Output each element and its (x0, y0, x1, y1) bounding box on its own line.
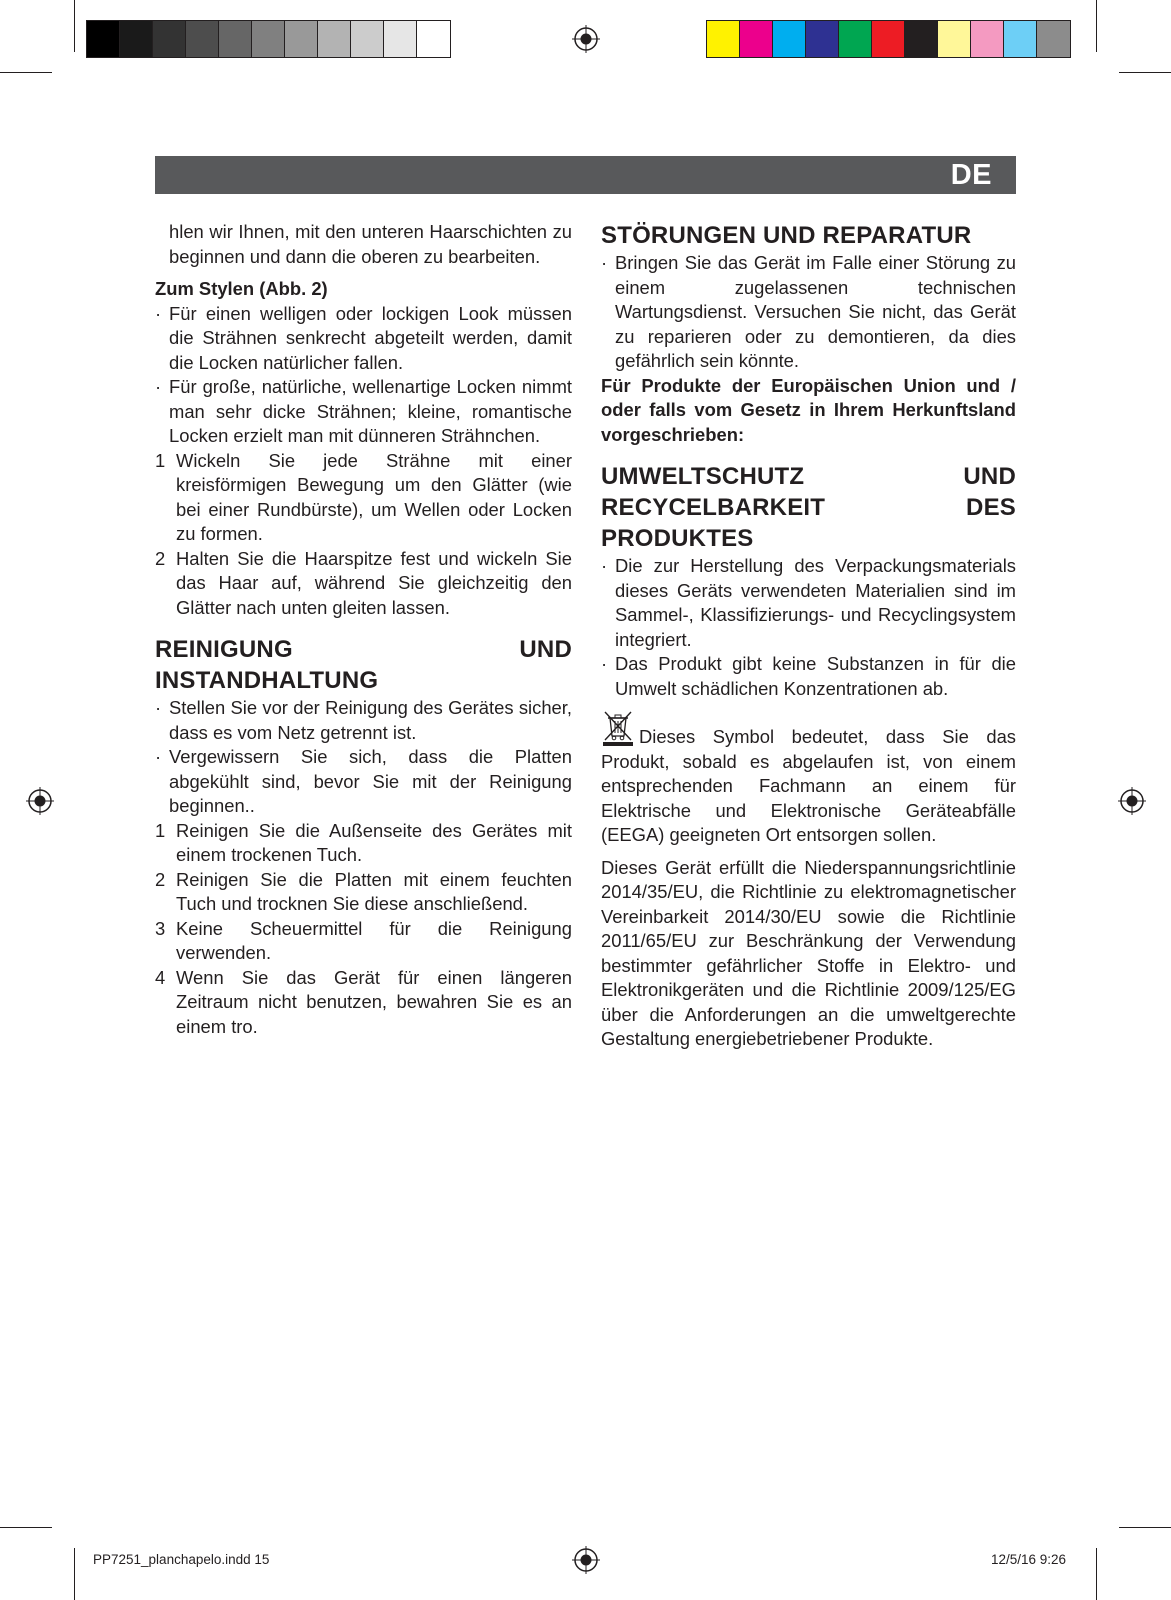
crop-mark (1119, 72, 1171, 73)
numbered-step: 1 Wickeln Sie jede Strähne mit einer kreisförmigen Bewegung um den Glätter (wie bei einer Rundbürste), um Wellen oder Locken zu formen. (155, 449, 572, 544)
color-swatch (740, 21, 773, 57)
color-swatch (318, 21, 351, 57)
color-swatch (806, 21, 839, 57)
right-column (601, 220, 1016, 1052)
language-code: DE (950, 159, 992, 191)
numbered-step: 2 Reinigen Sie die Platten mit einem feuchten Tuch und trocknen Sie diese anschließend. (155, 868, 572, 914)
footer-date: 12/5/16 9:26 (991, 1552, 1067, 1567)
color-swatch (153, 21, 186, 57)
numbered-step: 1 Reinigen Sie die Außenseite des Gerätes mit einem trockenen Tuch. (155, 819, 572, 865)
color-swatch (905, 21, 938, 57)
eu-note: Für Produkte der Europäischen Union und / oder falls vom Gesetz in Ihrem Herkunftsland vorgeschrieben: (601, 374, 1016, 445)
list-item: · Für einen welligen oder lockigen Look müssen die Strähnen senkrecht abgeteilt werden, damit die Locken natürlicher fallen. (155, 302, 572, 373)
intro-paragraph: hlen wir Ihnen, mit den unteren Haarschichten zu beginnen und dann die oberen zu bearbeiten. (169, 221, 572, 267)
list-item: · Die zur Herstellung des Verpackungsmaterials dieses Geräts verwendeten Materialien sind im Sammel-, Klassifizierungs- und Recyclingsystem integriert. (601, 555, 1016, 650)
crop-mark (1096, 0, 1097, 52)
color-swatch (285, 21, 318, 57)
color-bar (706, 20, 1071, 58)
weee-paragraph (601, 709, 1016, 848)
list-item: · Vergewissern Sie sich, dass die Platten abgekühlt sind, bevor Sie mit der Reinigung beginnen.. (155, 746, 572, 816)
environment-heading: UMWELTSCHUTZ UND RECYCELBARKEIT DES PRODUKTES (601, 463, 1016, 552)
crop-mark (74, 0, 75, 52)
color-swatch (938, 21, 971, 57)
crossed-bin-icon (601, 709, 635, 747)
color-swatch (707, 21, 740, 57)
weee-text: Dieses Symbol bedeutet, dass Sie das Produkt, sobald es abgelaufen ist, von einem entsprechenden Fachmann an einem für Elektrische und Elektronische Geräteabfälle (EEGA) geeigneten Ort entsorgen sollen. (601, 726, 1016, 845)
language-header-band (155, 156, 1016, 194)
cleaning-heading: REINIGUNG UND INSTANDHALTUNG (155, 636, 572, 694)
color-swatch (839, 21, 872, 57)
repair-heading: STÖRUNGEN UND REPARATUR (601, 222, 972, 249)
list-item: · Das Produkt gibt keine Substanzen in für die Umwelt schädlichen Konzentrationen ab. (601, 653, 1016, 699)
numbered-step: 3 Keine Scheuermittel für die Reinigung verwenden. (155, 917, 572, 963)
color-swatch (872, 21, 905, 57)
list-item: · Für große, natürliche, wellenartige Locken nimmt man sehr dicke Strähnen; kleine, romantische Locken erzielt man mit dünneren Strähnchen. (155, 376, 572, 446)
styling-subheading: Zum Stylen (Abb. 2) (155, 278, 328, 299)
directive-paragraph: Dieses Gerät erfüllt die Niederspannungsrichtlinie 2014/35/EU, die Richtlinie zu elektromagnetischer Vereinbarkeit 2014/30/EU sowie die Richtlinie 2011/65/EU zur Beschränkung der Verwendung bestimmter gefährlicher Stoffe in Elektro- und Elektronikgeräten und die Richtlinie 2009/125/EG über die Anforderungen an die umweltgerechte Gestaltung energiebetriebener Produkte. (601, 856, 1016, 1049)
registration-mark-icon (572, 25, 600, 53)
crop-mark (1119, 1527, 1171, 1528)
numbered-step: 2 Halten Sie die Haarspitze fest und wickeln Sie das Haar auf, während Sie gleichzeitig den Glätter nach unten gleiten lassen. (155, 547, 572, 618)
list-item: · Stellen Sie vor der Reinigung des Gerätes sicher, dass es vom Netz getrennt ist. (155, 697, 572, 743)
color-swatch (384, 21, 417, 57)
greyscale-bar (86, 20, 451, 58)
color-swatch (186, 21, 219, 57)
color-swatch (773, 21, 806, 57)
color-swatch (87, 21, 120, 57)
list-item: · Bringen Sie das Gerät im Falle einer Störung zu einem zugelassenen technischen Wartungsdienst. Versuchen Sie nicht, das Gerät zu reparieren oder zu demontieren, da dies gefährlich sein könnte. (601, 252, 1016, 371)
color-swatch (1037, 21, 1070, 57)
numbered-step: 4 Wenn Sie das Gerät für einen längeren Zeitraum nicht benutzen, bewahren Sie es an einem tro. (155, 966, 572, 1037)
crop-mark (74, 1548, 75, 1600)
left-column (155, 220, 572, 1039)
registration-mark-icon (1118, 787, 1146, 815)
color-swatch (120, 21, 153, 57)
color-swatch (417, 21, 450, 57)
crop-mark (1096, 1548, 1097, 1600)
registration-mark-icon (572, 1546, 600, 1574)
registration-mark-icon (26, 787, 54, 815)
color-swatch (971, 21, 1004, 57)
color-swatch (219, 21, 252, 57)
color-swatch (351, 21, 384, 57)
footer-file-name: PP7251_planchapelo.indd 15 (93, 1552, 270, 1567)
color-swatch (1004, 21, 1037, 57)
crop-mark (0, 1527, 52, 1528)
crop-mark (0, 72, 52, 73)
color-swatch (252, 21, 285, 57)
